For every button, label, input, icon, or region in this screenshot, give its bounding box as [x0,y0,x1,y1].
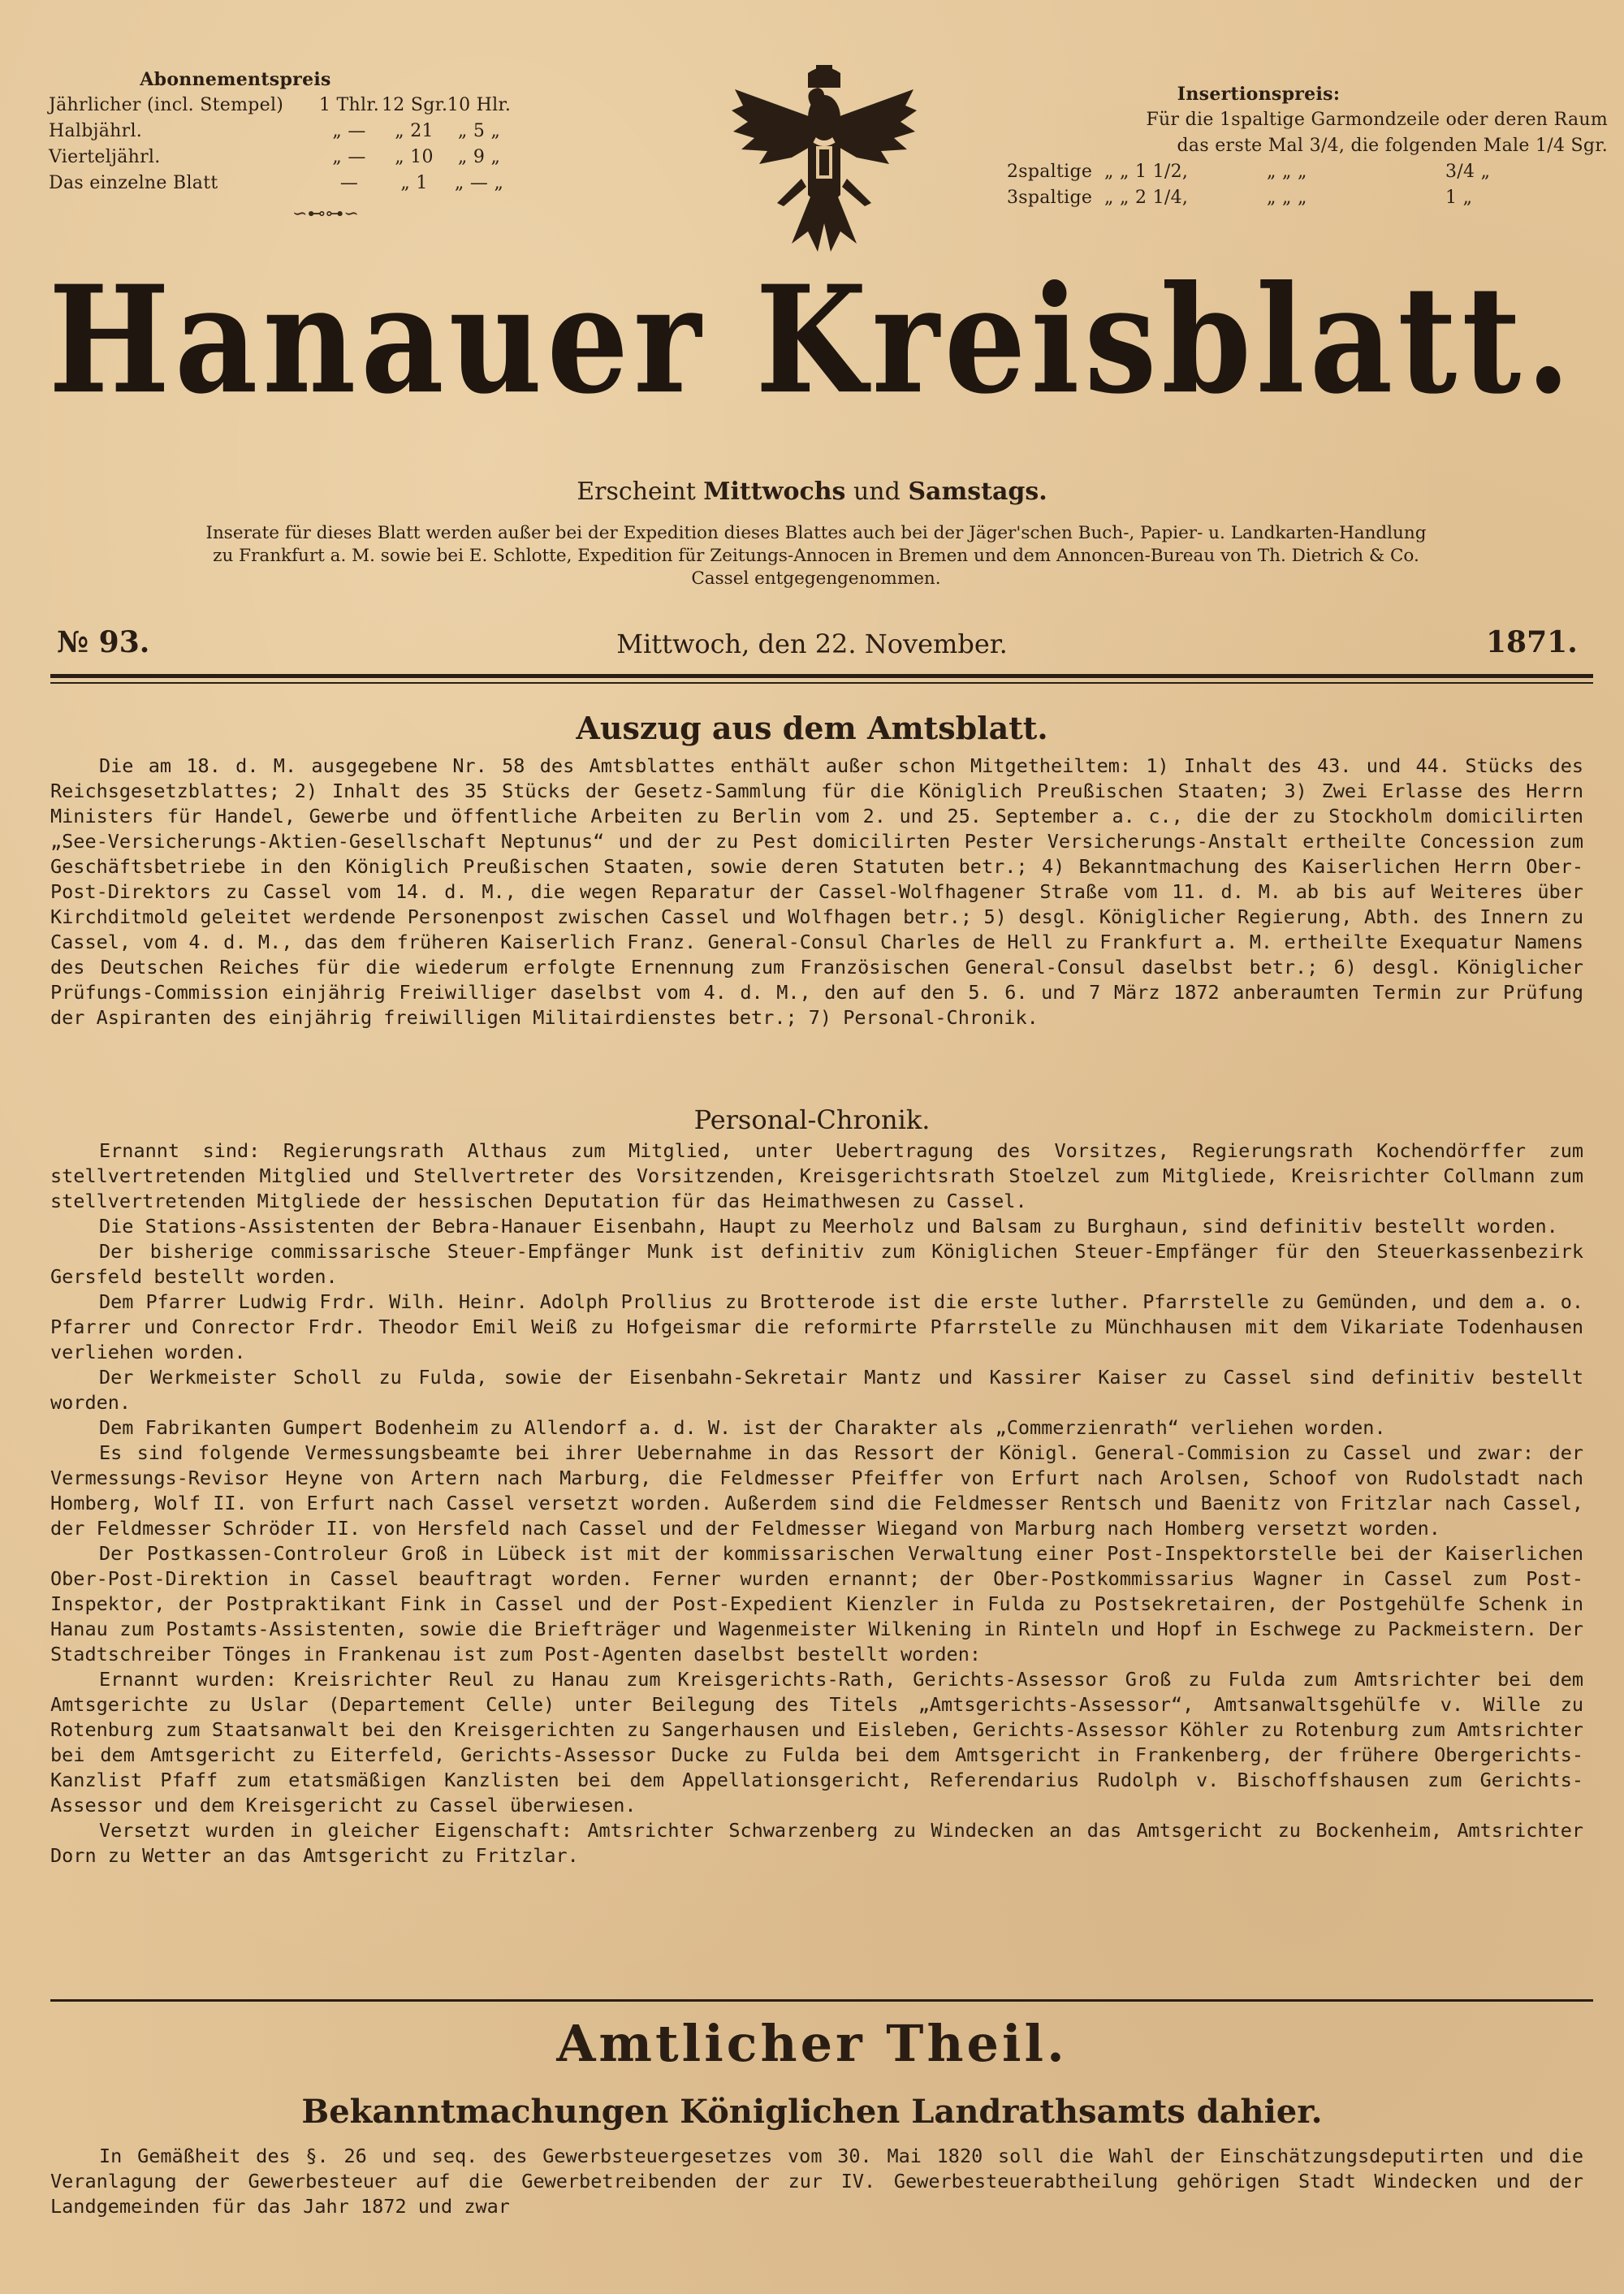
paragraph: Die Stations-Assistenten der Bebra-Hanauer Eisenbahn, Haupt zu Meerholz und Balsam zu Burghaun, sind definitiv bestellt worden. [99,1215,1558,1238]
insertion-title: Insertionspreis: [1177,84,1341,105]
issue-date: Mittwoch, den 22. November. [616,629,1008,659]
subscription-title: Abonnementspreis [140,69,331,90]
subscription-row: Jährlicher (incl. Stempel) 1 Thlr. 12 Sgr. 10 Hlr. [49,95,512,115]
paragraph: Der Werkmeister Scholl zu Fulda, sowie der Eisenbahn-Sekretair Mantz und Kassirer Kaiser zu Cassel sind definitiv bestellt worden. [50,1366,1583,1414]
subscription-price-box [49,67,585,227]
paragraph: Versetzt wurden in gleicher Eigenschaft: Amtsrichter Schwarzenberg zu Windecken an das Amtsgericht zu Bockenheim, Amtsrichter Dorn zu Wetter an das Amtsgericht zu Fritzlar. [50,1819,1583,1867]
paragraph: Dem Pfarrer Ludwig Frdr. Wilh. Heinr. Adolph Prollius zu Brotterode ist die erste luther. Pfarrstelle zu Gemünden, und dem a. o. Pfarrer und Conrector Frdr. Theodor Emil Weiß zu Hofgeismar die reformirte Pfarrstelle zu Münchhausen mit dem Vikariate Todenhausen verliehen worden. [50,1290,1583,1363]
paragraph: Es sind folgende Vermessungsbeamte bei ihrer Uebernahme in das Ressort der Königl. General-Commision zu Cassel und zwar: der Vermessungs-Revisor Heyne von Artern nach Marburg, die Feldmesser Pfeiffer von Erfurt nach Arolsen, Schoof von Rudolstadt nach Homberg, Wolf II. von Erfurt nach Cassel versetzt worden. Außerdem sind die Feldmesser Rentsch und Baenitz von Fritzlar nach Cassel, der Feldmesser Schröder II. von Hersfeld nach Cassel und der Feldmesser Wiegand von Marburg nach Homberg versetzt worden. [50,1441,1583,1540]
paragraph: Ernannt wurden: Kreisrichter Reul zu Hanau zum Kreisgerichts-Rath, Gerichts-Assessor Groß zu Fulda zum Amtsrichter bei dem Amtsgerichte zu Uslar (Departement Celle) unter Beilegung des Titels „Amtsgerichts-Assessor“, Amtsanwaltsgehülfe v. Wille zu Rotenburg zum Staatsanwalt bei den Kreisgerichten zu Sangerhausen und Eisleben, Gerichts-Assessor Köhler zu Rotenburg zum Amtsrichter bei dem Amtsgericht zu Eiterfeld, Gerichts-Assessor Ducke zu Fulda bei dem Amtsgericht in Frankenberg, der frühere Obergerichts-Kanzlist Pfaff zum etatsmäßigen Kanzlisten bei dem Appellationsgericht, Referendarius Rudolph v. Bischoffshausen zum Gerichts-Assessor und dem Kreisgericht zu Cassel überwiesen. [50,1668,1583,1817]
section-title-bekanntmachungen: Bekanntmachungen Königlichen Landrathsamts dahier. [301,2093,1323,2131]
subscription-row: Das einzelne Blatt — „ 1 „ — „ [49,173,504,193]
ornament-divider: ∽⊷⊶∽ [292,204,360,224]
section-title-personal: Personal-Chronik. [693,1104,931,1135]
issue-number: № 93. [57,625,150,659]
paragraph: Der Postkassen-Controleur Groß in Lübeck ist mit der kommissarischen Verwaltung einer Post-Inspektorstelle bei der Kaiserlichen Ober-Post-Direktion in Cassel beauftragt worden. Ferner wurden ernannt; der Ober-Postkommissarius Wagner in Cassel zum Post-Inspektor, der Postpraktikant Fink in Cassel und der Post-Expedient Kienzler in Fulda zu Postsekretairen, der Postgehülfe Schenk in Hanau zum Postamts-Assistenten, sowie die Briefträger und Wagenmeister Wilkening in Rinteln und Hopf in Eschwege zu Packmeistern. Der Stadtschreiber Tönges in Frankenau ist zum Post-Agenten daselbst bestellt worden: [50,1542,1583,1665]
auszug-text: Die am 18. d. M. ausgegebene Nr. 58 des Amtsblattes enthält außer schon Mitgetheiltem: 1) Inhalt des 43. und 44. Stücks des Reichsgesetzblattes; 2) Inhalt des 35 Stücks der Gesetz-Sammlung für die Königlich Preußischen Staaten; 3) Zwei Erlasse des Herrn Ministers für Handel, Gewerbe und öffentliche Arbeiten zu Berlin vom 2. und 25. September a. c., die der zu Stockholm domicilirten „See-Versicherungs-Aktien-Gesellschaft Neptunus“ und der zu Pest domicilirten Pester Versicherungs-Anstalt ertheilte Concession zum Geschäftsbetriebe in den Königlich Preußischen Staaten, sowie deren Statuten betr.; 4) Bekanntmachung des Kaiserlichen Herrn Ober-Post-Direktors zu Cassel vom 14. d. M., die wegen Reparatur der Cassel-Wolfhagener Straße vom 11. d. M. ab bis auf Weiteres über Kirchditmold geleitet werdende Personenpost zwischen Cassel und Wolfhagen betr.; 5) desgl. Königlicher Regierung, Abth. des Innern zu Cassel, vom 4. d. M., das dem früheren Kaiserlich Franz. General-Consul Charles de Hell zu Frankfurt a. M. ertheilte Exequatur Namens des Deutschen Reiches für die wiederum erfolgte Ernennung zum Französischen General-Consul daselbst betr.; 6) desgl. Königlicher Prüfungs-Commission einjährig Freiwilliger daselbst vom 4. d. M., den auf den 5. 6. und 7 März 1872 anberaumten Termin zur Prüfung der Aspiranten des einjährig freiwilligen Militairdienstes betr.; 7) Personal-Chronik. [50,754,1583,1029]
personal-chronicle [50,1138,1583,1868]
header-rule-thin [50,682,1593,684]
prussian-eagle-icon [727,57,922,256]
insertion-price-box: Insertionspreis: Für die 1spaltige Garmondzeile oder deren Raum das erste Mal 3/4, die folgenden Male 1/4 Sgr. 2spaltige „ „ 1 1/2, „ „ „ 3/4 „ 3spaltige „ „ 2 1/4, „ „ „ 1 „ [1007,81,1608,211]
paragraph: Ernannt sind: Regierungsrath Althaus zum Mitglied, unter Uebertragung des Vorsitzes, Regierungsrath Kochendörffer zum stellvertretenden Mitglied und Stellvertreter des Vorsitzenden, Kreisgerichtsrath Stoelzel zum Mitgliede, Kreisrichter Collmann zum stellvertretenden Mitgliede der hessischen Deputation für das Heimathwesen zu Cassel. [50,1139,1583,1212]
subscription-row: Vierteljährl. „ — „ 10 „ 9 „ [49,147,501,167]
advertising-notice: Inserate für dieses Blatt werden außer bei der Expedition dieses Blattes auch bei der Jäger'schen Buch-, Papier- u. Landkarten-Handlung zu Frankfurt a. M. sowie bei E. Schlotte, Expedition für Zeitungs-Annocen in Bremen und dem Annoncen-Bureau von Th. Dietrich & Co. Cassel entgegengenommen. [205,523,1427,589]
subscription-row: Halbjährl. „ — „ 21 „ 5 „ [49,121,501,141]
paragraph: Der bisherige commissarische Steuer-Empfänger Munk ist definitiv zum Königlichen Steuer-Empfänger für den Steuerkassenbezirk Gersfeld bestellt worden. [50,1240,1583,1288]
masthead-title: Hanauer Kreisblatt. [48,254,1576,427]
paragraph: Dem Fabrikanten Gumpert Bodenheim zu Allendorf a. d. W. ist der Charakter als „Commerzienrath“ verliehen worden. [99,1416,1386,1439]
header-rule [50,674,1593,678]
section-title-amtlich: Amtlicher Theil. [556,2014,1068,2073]
section-rule [50,1999,1593,2002]
insertion-row: 2spaltige „ „ 1 1/2, „ „ „ 3/4 „ [1007,162,1491,182]
section-title-auszug: Auszug aus dem Amtsblatt. [576,710,1048,746]
insertion-row: 3spaltige „ „ 2 1/4, „ „ „ 1 „ [1007,188,1473,208]
bekanntmachung-text: In Gemäßheit des §. 26 und seq. des Gewerbsteuergesetzes vom 30. Mai 1820 soll die Wahl der Einschätzungsdeputirten und die Veranlagung der Gewerbesteuer auf die Gewerbetreibenden der zur IV. Gewerbesteuerabtheilung gehörigen Stadt Windecken und der Landgemeinden für das Jahr 1872 und zwar [50,2145,1583,2218]
publication-days: Erscheint Mittwochs und Samstags. [577,477,1047,506]
issue-year: 1871. [1486,625,1578,659]
